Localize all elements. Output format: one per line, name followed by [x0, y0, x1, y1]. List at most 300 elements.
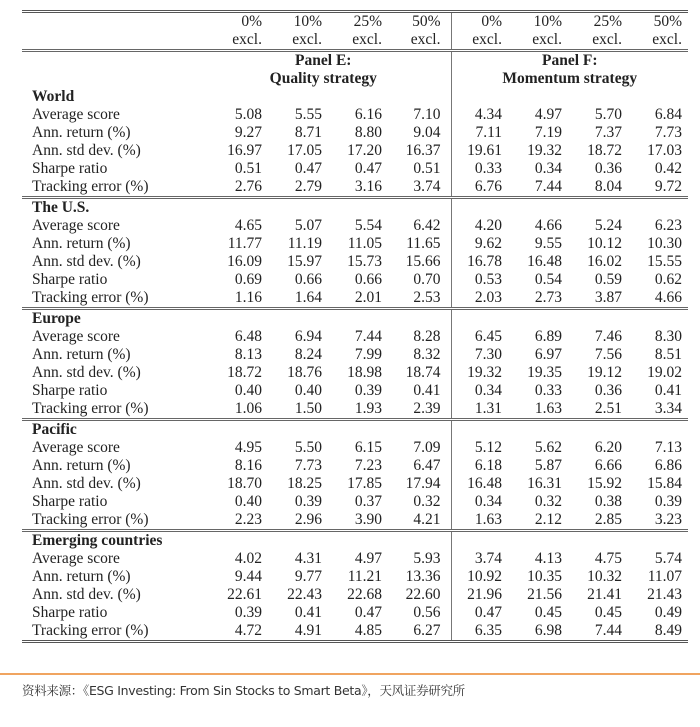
empty-cell: [266, 198, 326, 218]
value-cell: 6.89: [534, 328, 562, 345]
value-cell: 8.32: [386, 346, 451, 364]
column-header: excl.: [532, 31, 562, 48]
table-row: [22, 346, 688, 364]
value-cell: 11.21: [347, 568, 382, 585]
value-cell: 4.85: [326, 622, 386, 642]
column-header: 0%: [206, 12, 266, 32]
row-label: Ann. return (%): [32, 235, 131, 252]
value-cell: 9.44: [234, 568, 262, 585]
value-cell: 5.74: [654, 550, 682, 567]
value-cell: 18.74: [386, 364, 451, 382]
value-cell: 18.70: [227, 475, 262, 492]
panel-title-right: Momentum strategy: [502, 70, 638, 87]
value-cell: 2.53: [386, 289, 451, 309]
group-header-row: [22, 420, 688, 440]
panel-blank: [22, 51, 206, 71]
value-cell: 7.44: [354, 328, 382, 345]
value-cell: 21.96: [467, 586, 502, 603]
table-row: [22, 382, 688, 400]
row-label: Ann. std dev. (%): [32, 586, 141, 603]
value-cell: 0.39: [354, 382, 382, 399]
value-cell: 2.79: [294, 178, 322, 195]
value-cell: 2.96: [294, 511, 322, 528]
table-row: [22, 604, 688, 622]
value-cell: 0.47: [294, 160, 322, 177]
value-cell: 7.44: [534, 178, 562, 195]
value-cell: 19.32: [467, 364, 502, 381]
value-cell: 8.49: [626, 622, 688, 642]
value-cell: 7.11: [475, 124, 502, 141]
table-row: [22, 253, 688, 271]
value-cell: 4.72: [206, 622, 266, 642]
source-note: 资料来源：《ESG Investing: From Sin Stocks to Smart Beta》，天风证券研究所: [22, 683, 465, 698]
value-cell: 9.04: [386, 124, 451, 142]
value-cell: 0.47: [474, 604, 502, 621]
table-row: [22, 568, 688, 586]
value-cell: 0.36: [594, 160, 622, 177]
value-cell: 3.16: [354, 178, 382, 195]
row-label: Tracking error (%): [32, 400, 149, 417]
value-cell: 17.05: [287, 142, 322, 159]
value-cell: 8.16: [234, 457, 262, 474]
value-cell: 5.07: [294, 217, 322, 234]
row-label: Ann. std dev. (%): [32, 253, 141, 270]
value-cell: 5.70: [594, 106, 622, 123]
value-cell: 16.37: [386, 142, 451, 160]
value-cell: 5.08: [234, 106, 262, 123]
value-cell: 16.48: [467, 475, 502, 492]
value-cell: 1.93: [354, 400, 382, 417]
value-cell: 0.41: [386, 382, 451, 400]
table-row: [22, 493, 688, 511]
panel-title-row: [22, 51, 688, 71]
empty-cell: [626, 198, 688, 218]
value-cell: 15.66: [386, 253, 451, 271]
empty-cell: [626, 420, 688, 440]
empty-cell: [206, 309, 266, 329]
value-cell: 4.21: [386, 511, 451, 531]
row-label: Ann. std dev. (%): [32, 142, 141, 159]
value-cell: 18.25: [287, 475, 322, 492]
panel-blank: [22, 70, 206, 88]
value-cell: 21.56: [527, 586, 562, 603]
header-blank: [22, 31, 206, 51]
empty-cell: [206, 198, 266, 218]
value-cell: 6.98: [506, 622, 566, 642]
empty-cell: [566, 88, 626, 106]
table-row: [22, 439, 688, 457]
empty-cell: [386, 309, 451, 329]
value-cell: 0.56: [386, 604, 451, 622]
empty-cell: [386, 198, 451, 218]
value-cell: 7.73: [294, 457, 322, 474]
table-row: [22, 511, 688, 531]
panel-title-left: Panel E:: [206, 51, 451, 71]
panel-title-right: Panel F:: [451, 51, 688, 71]
value-cell: 5.62: [534, 439, 562, 456]
value-cell: 15.92: [587, 475, 622, 492]
value-cell: 1.06: [234, 400, 262, 417]
value-cell: 0.40: [234, 382, 262, 399]
value-cell: 22.68: [347, 586, 382, 603]
table-row: [22, 106, 688, 124]
value-cell: 4.97: [354, 550, 382, 567]
empty-cell: [266, 88, 326, 106]
table-row: [22, 586, 688, 604]
value-cell: 0.34: [474, 382, 502, 399]
empty-cell: [451, 198, 506, 218]
panel-title-row: [22, 70, 688, 88]
empty-cell: [626, 88, 688, 106]
row-label: Average score: [32, 106, 120, 123]
empty-cell: [326, 420, 386, 440]
value-cell: 6.97: [534, 346, 562, 363]
value-cell: 8.30: [654, 328, 682, 345]
value-cell: 2.85: [594, 511, 622, 528]
value-cell: 0.66: [354, 271, 382, 288]
empty-cell: [566, 531, 626, 551]
value-cell: 21.43: [647, 586, 682, 603]
value-cell: 18.76: [287, 364, 322, 381]
group-header-row: [22, 531, 688, 551]
value-cell: 1.64: [294, 289, 322, 306]
table-row: [22, 364, 688, 382]
value-cell: 8.04: [594, 178, 622, 195]
value-cell: 2.23: [234, 511, 262, 528]
row-label: Ann. std dev. (%): [32, 364, 141, 381]
empty-cell: [386, 88, 451, 106]
value-cell: 6.66: [594, 457, 622, 474]
results-table: [22, 10, 688, 643]
value-cell: 6.35: [451, 622, 506, 642]
value-cell: 16.78: [467, 253, 502, 270]
value-cell: 6.42: [386, 217, 451, 235]
group-name: World: [32, 88, 75, 105]
value-cell: 8.71: [294, 124, 322, 141]
value-cell: 1.31: [474, 400, 502, 417]
value-cell: 4.91: [266, 622, 326, 642]
value-cell: 1.50: [294, 400, 322, 417]
table-row: [22, 217, 688, 235]
empty-cell: [506, 309, 566, 329]
value-cell: 10.35: [527, 568, 562, 585]
row-label: Sharpe ratio: [32, 382, 108, 399]
value-cell: 8.51: [654, 346, 682, 363]
value-cell: 1.63: [534, 400, 562, 417]
value-cell: 18.72: [587, 142, 622, 159]
value-cell: 0.47: [354, 604, 382, 621]
row-label: Sharpe ratio: [32, 604, 108, 621]
value-cell: 5.55: [294, 106, 322, 123]
value-cell: 5.24: [594, 217, 622, 234]
row-label: Ann. std dev. (%): [32, 475, 141, 492]
value-cell: 3.87: [594, 289, 622, 306]
empty-cell: [206, 420, 266, 440]
value-cell: 7.99: [354, 346, 382, 363]
value-cell: 17.20: [347, 142, 382, 159]
value-cell: 6.16: [354, 106, 382, 123]
value-cell: 4.66: [534, 217, 562, 234]
value-cell: 5.93: [386, 550, 451, 568]
value-cell: 11.77: [227, 235, 262, 252]
value-cell: 18.72: [227, 364, 262, 381]
group-name: Europe: [22, 309, 206, 329]
value-cell: 19.02: [647, 364, 682, 381]
value-cell: 4.66: [654, 289, 682, 306]
value-cell: 9.72: [654, 178, 682, 195]
value-cell: 6.94: [294, 328, 322, 345]
empty-cell: [326, 88, 386, 106]
empty-cell: [386, 531, 451, 551]
value-cell: 15.73: [347, 253, 382, 270]
value-cell: 3.74: [386, 178, 451, 198]
empty-cell: [206, 88, 266, 106]
value-cell: 17.85: [347, 475, 382, 492]
row-label: Average score: [32, 217, 120, 234]
value-cell: 7.73: [654, 124, 682, 141]
value-cell: 22.60: [386, 586, 451, 604]
value-cell: 0.36: [594, 382, 622, 399]
value-cell: 0.34: [474, 493, 502, 510]
row-label: Tracking error (%): [22, 622, 206, 642]
value-cell: 17.94: [386, 475, 451, 493]
empty-cell: [326, 309, 386, 329]
value-cell: 6.47: [386, 457, 451, 475]
divider-line: [0, 673, 700, 675]
value-cell: 0.39: [294, 493, 322, 510]
empty-cell: [326, 198, 386, 218]
value-cell: 19.35: [527, 364, 562, 381]
value-cell: 0.47: [354, 160, 382, 177]
value-cell: 4.31: [294, 550, 322, 567]
value-cell: 0.38: [594, 493, 622, 510]
value-cell: 7.30: [474, 346, 502, 363]
table-row: [22, 475, 688, 493]
value-cell: 0.32: [534, 493, 562, 510]
value-cell: 0.53: [474, 271, 502, 288]
value-cell: 5.87: [534, 457, 562, 474]
value-cell: 10.92: [467, 568, 502, 585]
value-cell: 6.76: [474, 178, 502, 195]
value-cell: 0.51: [234, 160, 262, 177]
table-row: [22, 271, 688, 289]
value-cell: 0.62: [654, 271, 682, 288]
table-row: [22, 160, 688, 178]
empty-cell: [626, 309, 688, 329]
value-cell: 16.97: [227, 142, 262, 159]
value-cell: 16.02: [587, 253, 622, 270]
table-row: [22, 124, 688, 142]
value-cell: 0.54: [534, 271, 562, 288]
group-header-row: [22, 88, 688, 106]
column-header: excl.: [472, 31, 502, 48]
value-cell: 4.13: [534, 550, 562, 567]
value-cell: 7.09: [386, 439, 451, 457]
empty-cell: [451, 420, 506, 440]
value-cell: 0.49: [654, 604, 682, 621]
column-header: excl.: [232, 31, 262, 48]
empty-cell: [451, 309, 506, 329]
value-cell: 3.90: [354, 511, 382, 528]
row-label: Ann. return (%): [32, 124, 131, 141]
empty-cell: [506, 198, 566, 218]
value-cell: 6.23: [654, 217, 682, 234]
value-cell: 0.69: [234, 271, 262, 288]
value-cell: 16.09: [227, 253, 262, 270]
table-row: [22, 235, 688, 253]
value-cell: 4.97: [534, 106, 562, 123]
value-cell: 6.84: [654, 106, 682, 123]
value-cell: 6.45: [474, 328, 502, 345]
value-cell: 7.13: [654, 439, 682, 456]
row-label: Sharpe ratio: [32, 493, 108, 510]
value-cell: 0.33: [474, 160, 502, 177]
empty-cell: [506, 88, 566, 106]
value-cell: 0.39: [234, 604, 262, 621]
value-cell: 0.51: [386, 160, 451, 178]
row-label: Ann. return (%): [32, 346, 131, 363]
value-cell: 0.40: [294, 382, 322, 399]
value-cell: 18.98: [347, 364, 382, 381]
value-cell: 0.59: [594, 271, 622, 288]
value-cell: 2.03: [474, 289, 502, 306]
value-cell: 0.33: [534, 382, 562, 399]
value-cell: 6.86: [654, 457, 682, 474]
value-cell: 15.84: [647, 475, 682, 492]
column-header: excl.: [592, 31, 622, 48]
value-cell: 9.77: [294, 568, 322, 585]
value-cell: 9.55: [534, 235, 562, 252]
value-cell: 4.20: [474, 217, 502, 234]
column-header: excl.: [292, 31, 322, 48]
value-cell: 8.24: [294, 346, 322, 363]
value-cell: 9.27: [234, 124, 262, 141]
empty-cell: [386, 420, 451, 440]
value-cell: 13.36: [386, 568, 451, 586]
table-row: [22, 400, 688, 420]
value-cell: 11.19: [287, 235, 322, 252]
table-row: [22, 328, 688, 346]
value-cell: 0.34: [534, 160, 562, 177]
value-cell: 17.03: [647, 142, 682, 159]
empty-cell: [506, 531, 566, 551]
value-cell: 11.07: [647, 568, 682, 585]
empty-cell: [326, 531, 386, 551]
value-cell: 5.12: [474, 439, 502, 456]
empty-cell: [266, 420, 326, 440]
column-header: 50%: [626, 12, 688, 32]
value-cell: 0.37: [354, 493, 382, 510]
value-cell: 8.80: [354, 124, 382, 141]
value-cell: 0.40: [234, 493, 262, 510]
value-cell: 22.43: [287, 586, 322, 603]
value-cell: 10.32: [587, 568, 622, 585]
value-cell: 2.12: [534, 511, 562, 528]
value-cell: 22.61: [227, 586, 262, 603]
empty-cell: [566, 309, 626, 329]
table-row: [22, 550, 688, 568]
value-cell: 0.41: [294, 604, 322, 621]
row-label: Sharpe ratio: [32, 271, 108, 288]
value-cell: 7.46: [594, 328, 622, 345]
value-cell: 6.48: [234, 328, 262, 345]
value-cell: 7.44: [566, 622, 626, 642]
value-cell: 2.01: [354, 289, 382, 306]
value-cell: 0.45: [534, 604, 562, 621]
row-label: Tracking error (%): [32, 511, 149, 528]
value-cell: 11.65: [386, 235, 451, 253]
value-cell: 4.02: [234, 550, 262, 567]
value-cell: 4.34: [474, 106, 502, 123]
row-label: Average score: [32, 439, 120, 456]
value-cell: 0.41: [654, 382, 682, 399]
value-cell: 0.45: [594, 604, 622, 621]
empty-cell: [451, 531, 506, 551]
value-cell: 19.61: [467, 142, 502, 159]
column-header: excl.: [386, 31, 451, 51]
column-header: excl.: [652, 31, 682, 48]
value-cell: 0.66: [294, 271, 322, 288]
value-cell: 2.51: [594, 400, 622, 417]
value-cell: 2.76: [234, 178, 262, 195]
value-cell: 7.23: [354, 457, 382, 474]
value-cell: 0.32: [386, 493, 451, 511]
value-cell: 8.13: [234, 346, 262, 363]
row-label: Tracking error (%): [32, 178, 149, 195]
table-row: [22, 178, 688, 198]
value-cell: 21.41: [587, 586, 622, 603]
empty-cell: [506, 420, 566, 440]
value-cell: 15.55: [647, 253, 682, 270]
value-cell: 10.30: [647, 235, 682, 252]
value-cell: 11.05: [347, 235, 382, 252]
value-cell: 3.74: [474, 550, 502, 567]
column-header: 25%: [566, 12, 626, 32]
empty-cell: [266, 531, 326, 551]
empty-cell: [266, 309, 326, 329]
value-cell: 0.70: [386, 271, 451, 289]
group-header-row: [22, 198, 688, 218]
table-row: [22, 289, 688, 309]
value-cell: 7.10: [386, 106, 451, 124]
value-cell: 16.48: [527, 253, 562, 270]
value-cell: 0.39: [654, 493, 682, 510]
value-cell: 1.63: [474, 511, 502, 528]
value-cell: 15.97: [287, 253, 322, 270]
value-cell: 19.32: [527, 142, 562, 159]
value-cell: 5.54: [354, 217, 382, 234]
value-cell: 3.34: [654, 400, 682, 417]
value-cell: 16.31: [527, 475, 562, 492]
value-cell: 6.27: [386, 622, 451, 642]
column-header: 0%: [451, 12, 506, 32]
value-cell: 6.20: [594, 439, 622, 456]
group-name: The U.S.: [22, 198, 206, 218]
empty-cell: [566, 420, 626, 440]
group-name: Emerging countries: [22, 531, 206, 551]
value-cell: 5.50: [294, 439, 322, 456]
value-cell: 4.65: [234, 217, 262, 234]
value-cell: 7.37: [594, 124, 622, 141]
value-cell: 2.73: [534, 289, 562, 306]
table-row: [22, 457, 688, 475]
column-header: 50%: [386, 12, 451, 32]
value-cell: 10.12: [587, 235, 622, 252]
value-cell: 2.39: [386, 400, 451, 420]
value-cell: 4.95: [234, 439, 262, 456]
column-header: 10%: [506, 12, 566, 32]
value-cell: 6.15: [354, 439, 382, 456]
